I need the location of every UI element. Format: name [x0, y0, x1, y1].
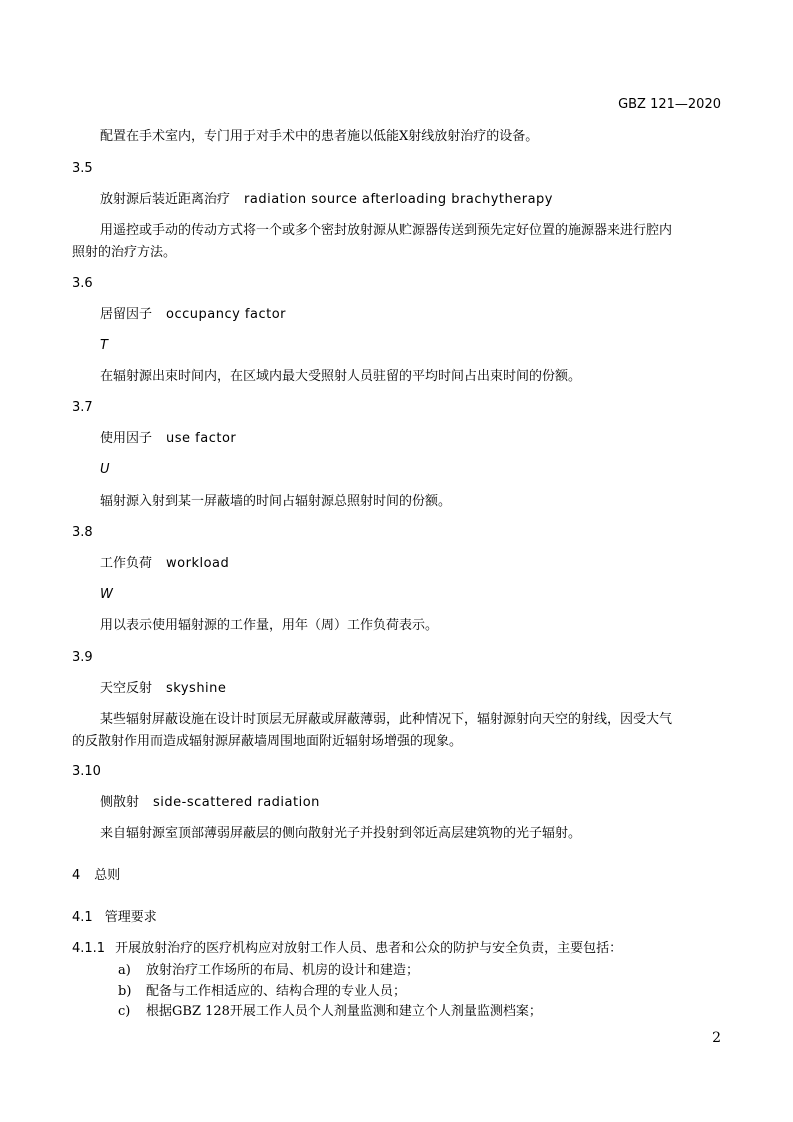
- term-heading: [100, 431, 236, 447]
- definition: 某些辐射屏蔽设施在设计时顶层无屏蔽或屏蔽薄弱，此种情况下，辐射源射向天空的射线，因受大气: [100, 712, 673, 727]
- section-heading: [72, 910, 157, 926]
- chapter-title: 总则: [94, 868, 121, 883]
- clause-number: 3.10: [72, 764, 101, 779]
- term-zh: 天空反射: [100, 681, 153, 696]
- term-heading: [100, 307, 286, 323]
- list-text: 放射治疗工作场所的布局、机房的设计和建造；: [146, 963, 420, 978]
- term-zh: 放射源后装近距离治疗: [100, 192, 231, 207]
- term-zh: 使用因子: [100, 431, 153, 446]
- term-en: workload: [166, 556, 230, 571]
- list-marker: b): [118, 984, 132, 999]
- list-marker: c): [118, 1004, 131, 1019]
- term-en: occupancy factor: [166, 307, 287, 322]
- term-heading: [100, 681, 226, 697]
- term-en: use factor: [166, 431, 237, 446]
- symbol: U: [100, 462, 110, 477]
- definition: 辐射源入射到某一屏蔽墙的时间占辐射源总照射时间的份额。: [100, 494, 452, 509]
- term-heading: [100, 795, 320, 811]
- section-number: 4.1: [72, 910, 93, 925]
- term-en: skyshine: [166, 681, 227, 696]
- list-item: [118, 1004, 678, 1020]
- definition: 用遥控或手动的传动方式将一个或多个密封放射源从贮源器传送到预先定好位置的施源器来进行腔内: [100, 223, 673, 238]
- section-title: 管理要求: [104, 910, 157, 925]
- clause-number: 3.9: [72, 650, 93, 665]
- definition: 的反散射作用而造成辐射源屏蔽墙周围地面附近辐射场增强的现象。: [72, 734, 463, 749]
- term-en: side-scattered radiation: [153, 795, 320, 810]
- paragraph: 配置在手术室内，专门用于对手术中的患者施以低能X射线放射治疗的设备。: [100, 129, 539, 144]
- clause-number: 3.8: [72, 525, 93, 540]
- definition: 照射的治疗方法。: [72, 245, 177, 260]
- list-marker: a): [118, 963, 131, 978]
- page-number: 2: [712, 1030, 721, 1046]
- list-text: 配备与工作相适应的、结构合理的专业人员；: [146, 984, 407, 999]
- term-heading: [100, 556, 229, 572]
- clause-number: 4.1.1: [72, 941, 106, 956]
- definition: 用以表示使用辐射源的工作量，用年（周）工作负荷表示。: [100, 618, 439, 633]
- definition: 来自辐射源室顶部薄弱屏蔽层的侧向散射光子并投射到邻近高层建筑物的光子辐射。: [100, 826, 582, 841]
- clause-4-1-1: [72, 941, 622, 957]
- chapter-heading: [72, 868, 120, 884]
- clause-number: 3.7: [72, 400, 93, 415]
- clause-number: 3.6: [72, 276, 93, 291]
- clause-text: 开展放射治疗的医疗机构应对放射工作人员、患者和公众的防护与安全负责，主要包括：: [115, 941, 623, 956]
- symbol: W: [100, 587, 113, 602]
- list-item: [118, 984, 678, 1000]
- definition: 在辐射源出束时间内，在区域内最大受照射人员驻留的平均时间占出束时间的份额。: [100, 369, 582, 384]
- term-en: radiation source afterloading brachytherapy: [244, 192, 554, 207]
- list-item: [118, 963, 678, 979]
- term-zh: 居留因子: [100, 307, 153, 322]
- standard-code: GBZ 121—2020: [618, 97, 721, 112]
- chapter-number: 4: [72, 868, 81, 883]
- list-text: 根据GBZ 128开展工作人员个人剂量监测和建立个人剂量监测档案；: [146, 1004, 542, 1019]
- term-zh: 侧散射: [100, 795, 140, 810]
- term-zh: 工作负荷: [100, 556, 153, 571]
- clause-number: 3.5: [72, 161, 93, 176]
- term-heading: [100, 192, 553, 208]
- symbol: T: [100, 338, 108, 353]
